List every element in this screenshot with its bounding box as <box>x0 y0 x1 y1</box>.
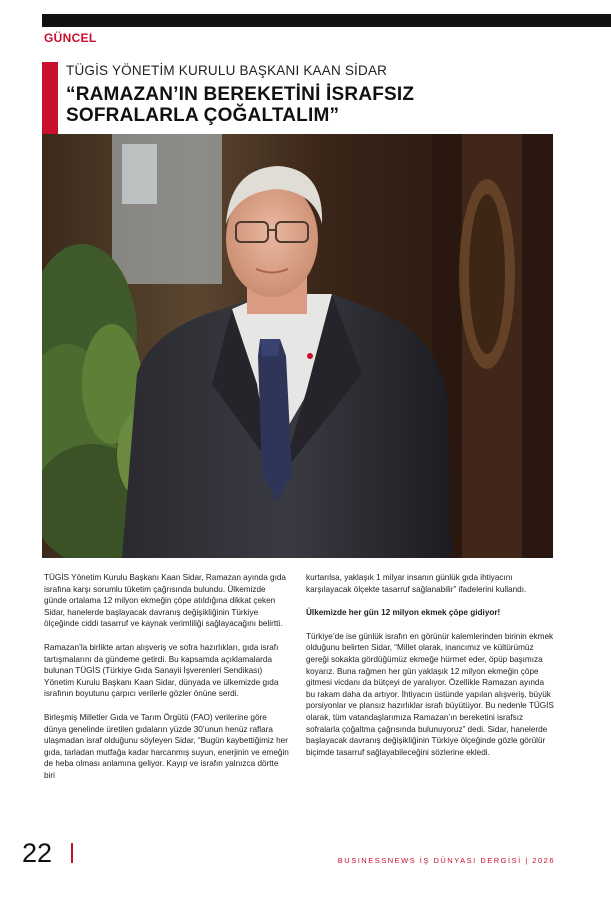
headline-line-2: SOFRALARLA ÇOĞALTALIM” <box>66 105 340 126</box>
headline-line-1: “RAMAZAN’IN BEREKETİNİ İSRAFSIZ <box>66 84 415 105</box>
footer-magazine-name: BUSINESSNEWS İŞ DÜNYASI DERGİSİ | 2026 <box>337 856 555 865</box>
paragraph: Ramazan’la birlikte artan alışveriş ve sofra hazırlıkları, gıda israfı tartışmalarını da gündeme getirdi. Bu kapsamda açıklamalarda bulunan TÜGİS (Türkiye Gıda Sanayii İşverenleri Sendikası) Yönetim Kurulu Başkanı Kaan Sidar, dünyada ve ülkemizde gıda israfının boyutunu çarpıcı verilerle gözler önüne serdi. <box>44 642 279 699</box>
article-column-2 <box>306 572 554 770</box>
paragraph: TÜGİS Yönetim Kurulu Başkanı Kaan Sidar, Ramazan ayında gıda israfına karşı sorumlu tüketim çağrısında bulundu. Ülkemizde günde ortalama 12 milyon ekmeğin çöpe atıldığına dikkat çeken Sidar, hanelerde başlayacak davranış değişikliğinin Türkiye ölçeğinde ciddi tasarruf ve kaynak verimliliği sağlayacağını belirtti. <box>44 573 286 629</box>
paragraph: kurtarılsa, yaklaşık 1 milyar insanın günlük gıda ihtiyacını karşılayacak ölçekte tasarruf sağlanabilir” ifadelerini kullandı. <box>306 573 527 594</box>
subheading: Ülkemizde her gün 12 milyon ekmek çöpe gidiyor! <box>306 608 501 618</box>
paragraph: Türkiye’de ise günlük israfın en görünür kalemlerinden birinin ekmek olduğunu belirten Sidar, “Millet olarak, inancımız ve kültürümüz gereği sokakta gördüğümüz ekmeğe hürmet eder, öpüp başımıza koyarız. Buna rağmen her gün yaklaşık 12 milyon ekmeğin çöpe gitmesi vicdanı da bütçeyi de yaralıyor. Özellikle Ramazan ayında bu rakam daha da artıyor. İhtiyacın üstünde yapılan alışveriş, büyük porsiyonlar ve plansız hazırlıklar israfı büyütüyor. Bu nedenle TÜGİS olarak, tüm vatandaşlarımıza Ramazan’ın bereketini israfsız sofralarla çoğaltma çağrısında bulunuyoruz” dedi. Sidar, hanelerde başlayacak davranış değişikliğinin Türkiye ölçeğinde gözle görülür biçimde tasarruf sağlayabileceğini sözlerine ekledi. <box>306 631 554 757</box>
headline <box>66 84 414 126</box>
section-label: GÜNCEL <box>44 31 97 45</box>
portrait-photo <box>42 134 553 558</box>
paragraph: Birleşmiş Milletler Gıda ve Tarım Örgütü (FAO) verilerine göre dünya genelinde üretilen gıdaların yüzde 30’unun henüz raflara ulaşmadan israf olduğunu söyleyen Sidar, “Bugün kaybettiğimiz her gıda, tarladan mutfağa kadar harcanmış suyun, enerjinin ve emeğin de heba olması anlamına geliyor. Kayıp ve israfın yalnızca dörtte biri <box>44 712 289 780</box>
page-number-divider <box>71 843 73 863</box>
page-number: 22 <box>22 838 53 868</box>
subtitle: TÜGİS YÖNETİM KURULU BAŞKANI KAAN SİDAR <box>66 63 388 78</box>
article-column-1 <box>44 572 290 794</box>
top-black-bar <box>42 14 611 27</box>
